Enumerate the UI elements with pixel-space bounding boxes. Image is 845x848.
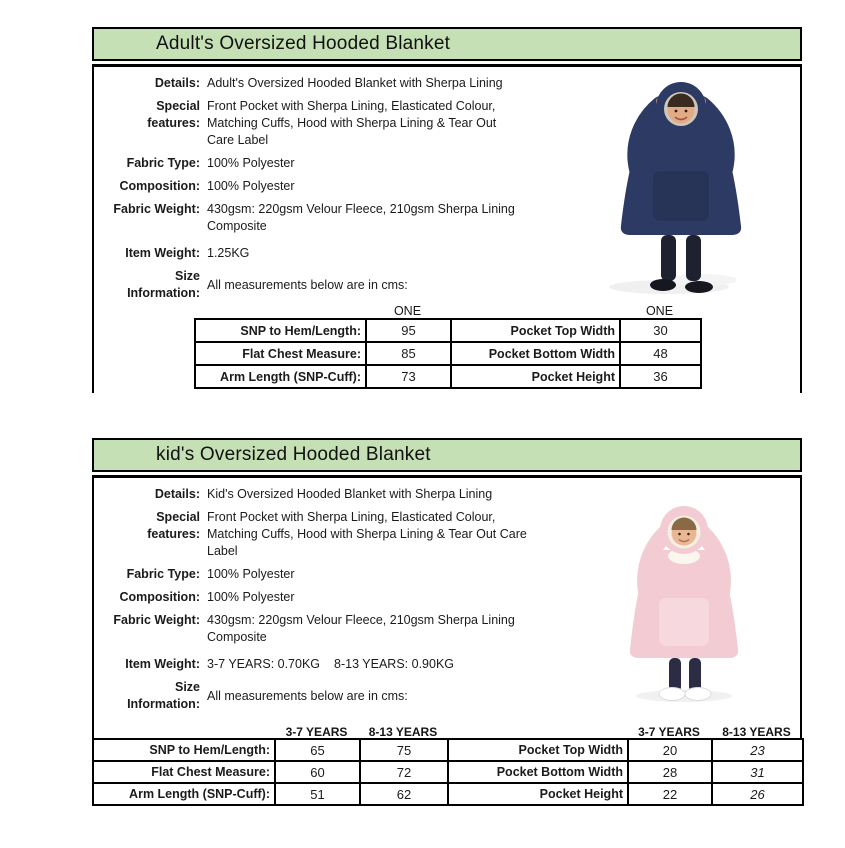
field-composition [102,589,607,606]
field-value: All measurements below are in cms: [207,277,408,292]
field-size-information [102,679,607,713]
adult-product-photo [599,73,769,303]
field-label: Fabric Type: [126,567,200,581]
front-pocket [659,598,709,646]
field-value: 100% Polyester [207,590,295,604]
kid-size-table [92,738,804,806]
measure-value-cell: 26 [712,783,803,805]
field-fabric-type [102,155,607,172]
field-label: Details: [154,487,200,501]
field-label: Fabric Weight: [113,202,200,216]
measure-label-cell: Arm Length (SNP-Cuff): [93,783,275,805]
adult-section [92,27,802,393]
field-item-weight [102,656,607,673]
adult-fields [102,75,607,308]
field-value: Front Pocket with Sherpa Lining, Elasticated Colour, Matching Cuffs, Hood with Sherpa Lining & Tear Out Care Label [207,99,497,147]
field-size-information [102,268,607,302]
field-fabric-weight [102,612,607,646]
field-label: Fabric Type: [126,156,200,170]
col-header-one: ONE [393,304,422,318]
adult-content-box [92,64,802,393]
adult-table-headers [194,301,700,318]
field-label: Size Information: [127,269,200,300]
field-composition [102,178,607,195]
kid-table-headers [92,723,802,739]
field-details [102,75,607,92]
measure-label-cell: Pocket Height [451,365,620,388]
field-label: Composition: [119,590,200,604]
kid-section-title: kid's Oversized Hooded Blanket [156,444,431,465]
measure-label-cell: Pocket Top Width [451,319,620,342]
measure-label-cell: SNP to Hem/Length: [93,739,275,761]
measure-value-cell: 28 [628,761,712,783]
field-value: 430gsm: 220gsm Velour Fleece, 210gsm Sherpa Lining Composite [207,613,515,644]
measure-label-cell: Flat Chest Measure: [93,761,275,783]
adult-size-table [194,318,702,389]
field-label: Special features: [147,99,200,130]
measure-value-cell: 60 [275,761,360,783]
measure-value-cell: 73 [366,365,451,388]
measure-value-cell: 20 [628,739,712,761]
measure-value-cell: 22 [628,783,712,805]
measure-label-cell: Pocket Bottom Width [451,342,620,365]
col-header-years: 3-7 YEARS [638,725,700,739]
measure-label-cell: Arm Length (SNP-Cuff): [195,365,366,388]
field-label: Item Weight: [125,246,200,260]
kid-product-photo [609,492,759,709]
adult-section-title: Adult's Oversized Hooded Blanket [156,33,451,54]
field-value: Front Pocket with Sherpa Lining, Elasticated Colour, Matching Cuffs, Hood with Sherpa Lining & Tear Out Care Label [207,510,527,558]
measure-value-cell: 85 [366,342,451,365]
col-header-years: 8-13 YEARS [722,725,791,739]
field-label: Item Weight: [125,657,200,671]
field-details [102,486,607,503]
field-label: Special features: [147,510,200,541]
table-row [93,761,803,783]
field-fabric-type [102,566,607,583]
adult-section-header [92,27,802,61]
measure-value-cell: 62 [360,783,448,805]
measure-value-cell: 48 [620,342,701,365]
field-label: Fabric Weight: [113,613,200,627]
measure-value-cell: 72 [360,761,448,783]
col-header-years: 3-7 YEARS [285,725,348,739]
field-label: Size Information: [127,680,200,711]
field-special-features [102,509,607,560]
field-value: 100% Polyester [207,567,295,581]
kid-section-header [92,438,802,472]
measure-value-cell: 36 [620,365,701,388]
man-in-navy-hooded-blanket-illustration [599,73,769,298]
field-value: 3-7 YEARS: 0.70KG 8-13 YEARS: 0.90KG [207,657,455,671]
table-row [195,342,701,365]
table-row [195,365,701,388]
front-pocket [653,171,709,221]
measure-label-cell: Flat Chest Measure: [195,342,366,365]
child-in-pink-hooded-blanket-illustration [609,492,759,704]
field-value: 100% Polyester [207,156,295,170]
field-item-weight [102,245,607,262]
field-value: All measurements below are in cms: [207,688,408,703]
field-value: 1.25KG [207,246,250,260]
measure-value-cell: 65 [275,739,360,761]
table-row [93,783,803,805]
field-value: Adult's Oversized Hooded Blanket with Sherpa Lining [207,76,503,90]
measure-label-cell: Pocket Top Width [448,739,628,761]
col-header-one: ONE [645,304,674,318]
table-row [195,319,701,342]
measure-value-cell: 51 [275,783,360,805]
measure-label-cell: Pocket Bottom Width [448,761,628,783]
field-value: 100% Polyester [207,179,295,193]
field-value: Kid's Oversized Hooded Blanket with Sherpa Lining [207,487,493,501]
measure-value-cell: 95 [366,319,451,342]
measure-label-cell: SNP to Hem/Length: [195,319,366,342]
field-fabric-weight [102,201,607,235]
measure-value-cell: 30 [620,319,701,342]
kid-section [92,438,802,806]
field-value: 430gsm: 220gsm Velour Fleece, 210gsm Sherpa Lining Composite [207,202,515,233]
measure-label-cell: Pocket Height [448,783,628,805]
field-label: Composition: [119,179,200,193]
field-special-features [102,98,607,149]
measure-value-cell: 23 [712,739,803,761]
table-row [93,739,803,761]
kid-fields [102,486,607,719]
measure-value-cell: 75 [360,739,448,761]
field-label: Details: [154,76,200,90]
col-header-years: 8-13 YEARS [368,725,438,739]
kid-content-box [92,475,802,738]
measure-value-cell: 31 [712,761,803,783]
